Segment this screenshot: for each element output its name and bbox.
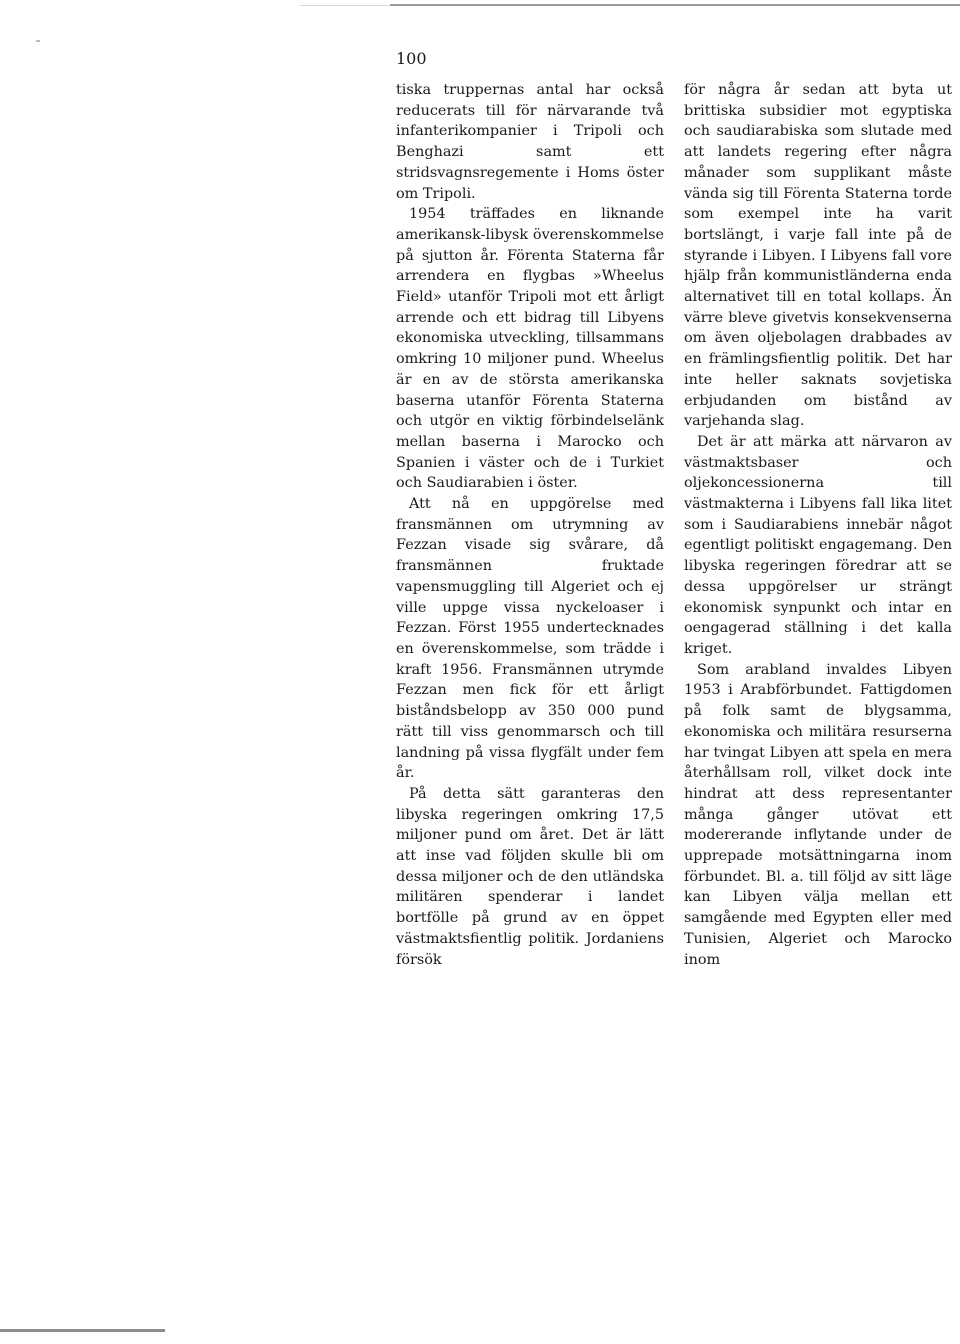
scan-edge-faint: [300, 5, 390, 6]
scan-speck: [36, 40, 40, 42]
paragraph: för några år sedan att byta ut brittiska subsidier mot egyptiska och saudiarabiska som slutade med att landets regering efter några månader som supplikant måste vända sig till Förenta Staterna torde som exempel inte ha varit bortslängt, i varje fall inte på de styrande i Libyen. I Libyens fall vore hjälp från kommunistländerna enda alternativet till en total kollaps. Än värre bleve givetvis konsekvenserna om även oljebolagen drabbades av en främlingsfientlig politik. Det har inte heller saknats sovjetiska erbjudanden om bistånd av varjehanda slag.: [684, 82, 952, 430]
scan-edge-bottom: [0, 1329, 165, 1332]
scan-edge-top: [390, 4, 960, 6]
paragraph: 1954 träffades en liknande amerikansk-libysk överenskommelse på sjutton år. Förenta Staterna får arrendera en flygbas »Wheelus Field» utanför Tripoli mot ett årligt arrende och ett bidrag till Libyens ekonomiska utveckling, tillsammans omkring 10 miljoner pund. Wheelus är en av de största amerikanska baserna utanför Förenta Staterna och utgör en viktig förbindelselänk mellan baserna i Marocko och Spanien i väster och de i Turkiet och Saudiarabien i öster.: [396, 206, 664, 492]
paragraph: Som arabland invaldes Libyen 1953 i Arabförbundet. Fattigdomen på folk samt de blygsamma, ekonomiska och militära resurserna har tvingat Libyen att spela en mera återhållsam roll, vilket dock inte hindrat att dess representanter många gånger utövat ett modererande inflytande under de upprepade motsättningarna inom förbundet. Bl. a. till följd av sitt läge kan Libyen välja mellan ett samgående med Egypten eller med Tunisien, Algeriet och Marocko inom: [684, 661, 952, 968]
page-number: 100: [396, 49, 427, 68]
paragraph: På detta sätt garanteras den libyska regeringen omkring 17,5 miljoner pund om året. Det är lätt att inse vad följden skulle bli om dessa miljoner och de den utländska militären spenderar i landet bortfölle på grund av en öppet västmaktsfientlig politik. Jordaniens försök: [396, 785, 664, 968]
paragraph: Att nå en uppgörelse med fransmännen om utrymning av Fezzan visade sig svårare, då fransmännen fruktade vapensmuggling till Algeriet och ej ville uppge vissa nyckeloaser i Fezzan. Först 1955 undertecknades en överenskommelse, som trädde i kraft 1956. Fransmännen utrymde Fezzan men fick för ett årligt biståndsbelopp av 350 000 pund rätt till viss genommarsch och till landning på vissa flygfält under fem år.: [396, 496, 664, 782]
left-column: [396, 80, 664, 970]
paragraph: Det är att märka att närvaron av västmaktsbaser och oljekoncessionerna till västmakterna i Libyens fall lika litet som i Saudiarabiens innebär något egentligt politiskt engagemang. Den libyska regeringen föredrar att se dessa uppgörelser ur strängt ekonomisk synpunkt och intar en oengagerad ställning i det kalla kriget.: [684, 433, 952, 657]
paragraph: tiska truppernas antal har också reducerats till för närvarande två infanterikompanier i Tripoli och Benghazi samt ett stridsvagnsregemente i Homs öster om Tripoli.: [396, 82, 664, 202]
right-column: [684, 80, 952, 970]
